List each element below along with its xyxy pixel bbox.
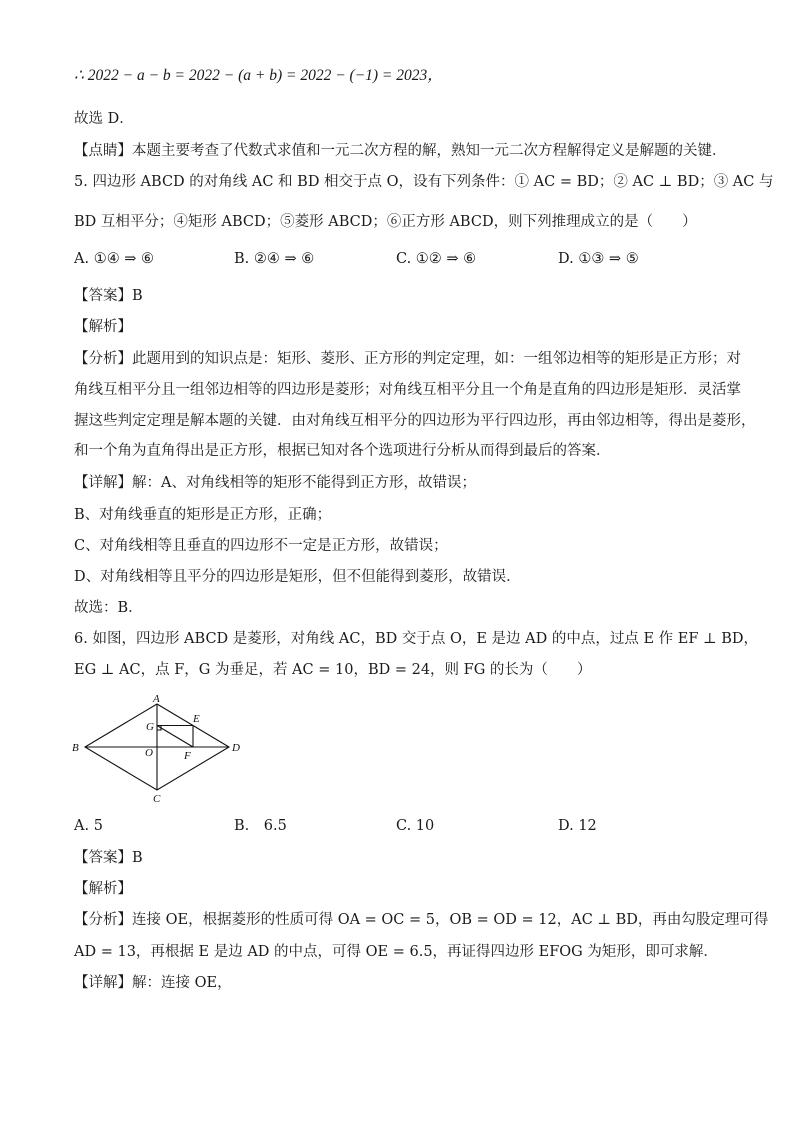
- label-a: A: [153, 693, 160, 705]
- question-5-stem-line1: 5. 四边形 ABCD 的对角线 AC 和 BD 相交于点 O，设有下列条件：① AC = BD；② AC ⊥ BD；③ AC 与: [74, 174, 774, 190]
- label-g: G: [146, 721, 154, 733]
- q5-analysis-line2: 角线互相平分且一组邻边相等的四边形是菱形；对角线互相平分且一个角是直角的四边形是矩形．灵活掌: [74, 382, 741, 398]
- q5-detail-line3: C、对角线相等且垂直的四边形不一定是正方形，故错误；: [74, 538, 448, 554]
- label-d: D: [232, 742, 240, 754]
- q6-answer: 【答案】B: [74, 850, 143, 866]
- q6-option-c: C. 10: [396, 818, 435, 834]
- q6-analysis-line1: 【分析】连接 OE，根据菱形的性质可得 OA = OC = 5，OB = OD = 12，AC ⊥ BD，再由勾股定理可得: [74, 912, 769, 928]
- label-e: E: [193, 713, 200, 725]
- rhombus-figure: [66, 692, 256, 806]
- q5-analysis-line4: 和一个角为直角得出是正方形，根据已知对各个选项进行分析从而得到最后的答案．: [74, 443, 611, 459]
- q5-option-b: B. ②④ ⇒ ⑥: [234, 251, 315, 267]
- question-6-stem-line1: 6. 如图，四边形 ABCD 是菱形，对角线 AC，BD 交于点 O，E 是边 AD 的中点，过点 E 作 EF ⊥ BD，: [74, 631, 759, 647]
- q5-detail-line1: 【详解】解：A、对角线相等的矩形不能得到正方形，故错误；: [74, 475, 476, 491]
- solution-final-equation: ∴ 2022 − a − b = 2022 − (a + b) = 2022 − (−1) = 2023，: [74, 67, 443, 84]
- q6-option-b: B. 6.5: [234, 818, 287, 834]
- q5-analysis-line1: 【分析】此题用到的知识点是：矩形、菱形、正方形的判定定理，如：一组邻边相等的矩形是正方形；对: [74, 351, 741, 367]
- q5-choice: 故选：B．: [74, 600, 143, 616]
- label-o: O: [145, 747, 153, 759]
- answer-choice-text: 故选 D．: [74, 111, 134, 127]
- q5-detail-line2: B、对角线垂直的矩形是正方形，正确；: [74, 507, 332, 523]
- q5-analysis-heading: 【解析】: [74, 319, 132, 335]
- q6-option-d: D. 12: [558, 818, 597, 834]
- q5-option-c: C. ①② ⇒ ⑥: [396, 251, 477, 267]
- comment-note: 【点睛】本题主要考查了代数式求值和一元二次方程的解，熟知一元二次方程解得定义是解题的关键．: [74, 143, 727, 159]
- q5-option-a: A. ①④ ⇒ ⑥: [74, 251, 155, 267]
- q6-analysis-line2: AD = 13，再根据 E 是边 AD 的中点，可得 OE = 6.5，再证得四边形 EFOG 为矩形，即可求解．: [74, 944, 718, 960]
- label-f: F: [184, 750, 191, 762]
- q5-option-d: D. ①③ ⇒ ⑤: [558, 251, 639, 267]
- label-b: B: [72, 742, 79, 754]
- q6-option-a: A. 5: [74, 818, 103, 834]
- q5-answer: 【答案】B: [74, 288, 143, 304]
- segment-fg: [157, 726, 193, 748]
- label-c: C: [153, 793, 161, 805]
- question-6-stem-line2: EG ⊥ AC，点 F，G 为垂足，若 AC = 10，BD = 24，则 FG 的长为（ ）: [74, 662, 592, 678]
- q6-detail-line1: 【详解】解：连接 OE，: [74, 975, 232, 991]
- q5-analysis-line3: 握这些判定定理是解本题的关键．由对角线互相平分的四边形为平行四边形，再由邻边相等，得出是菱形，: [74, 413, 756, 429]
- q6-analysis-heading: 【解析】: [74, 881, 132, 897]
- q5-detail-line4: D、对角线相等且平分的四边形是矩形，但不但能得到菱形，故错误．: [74, 569, 521, 585]
- question-5-stem-line2: BD 互相平分；④矩形 ABCD；⑤菱形 ABCD；⑥正方形 ABCD，则下列推理成立的是（ ）: [74, 214, 697, 230]
